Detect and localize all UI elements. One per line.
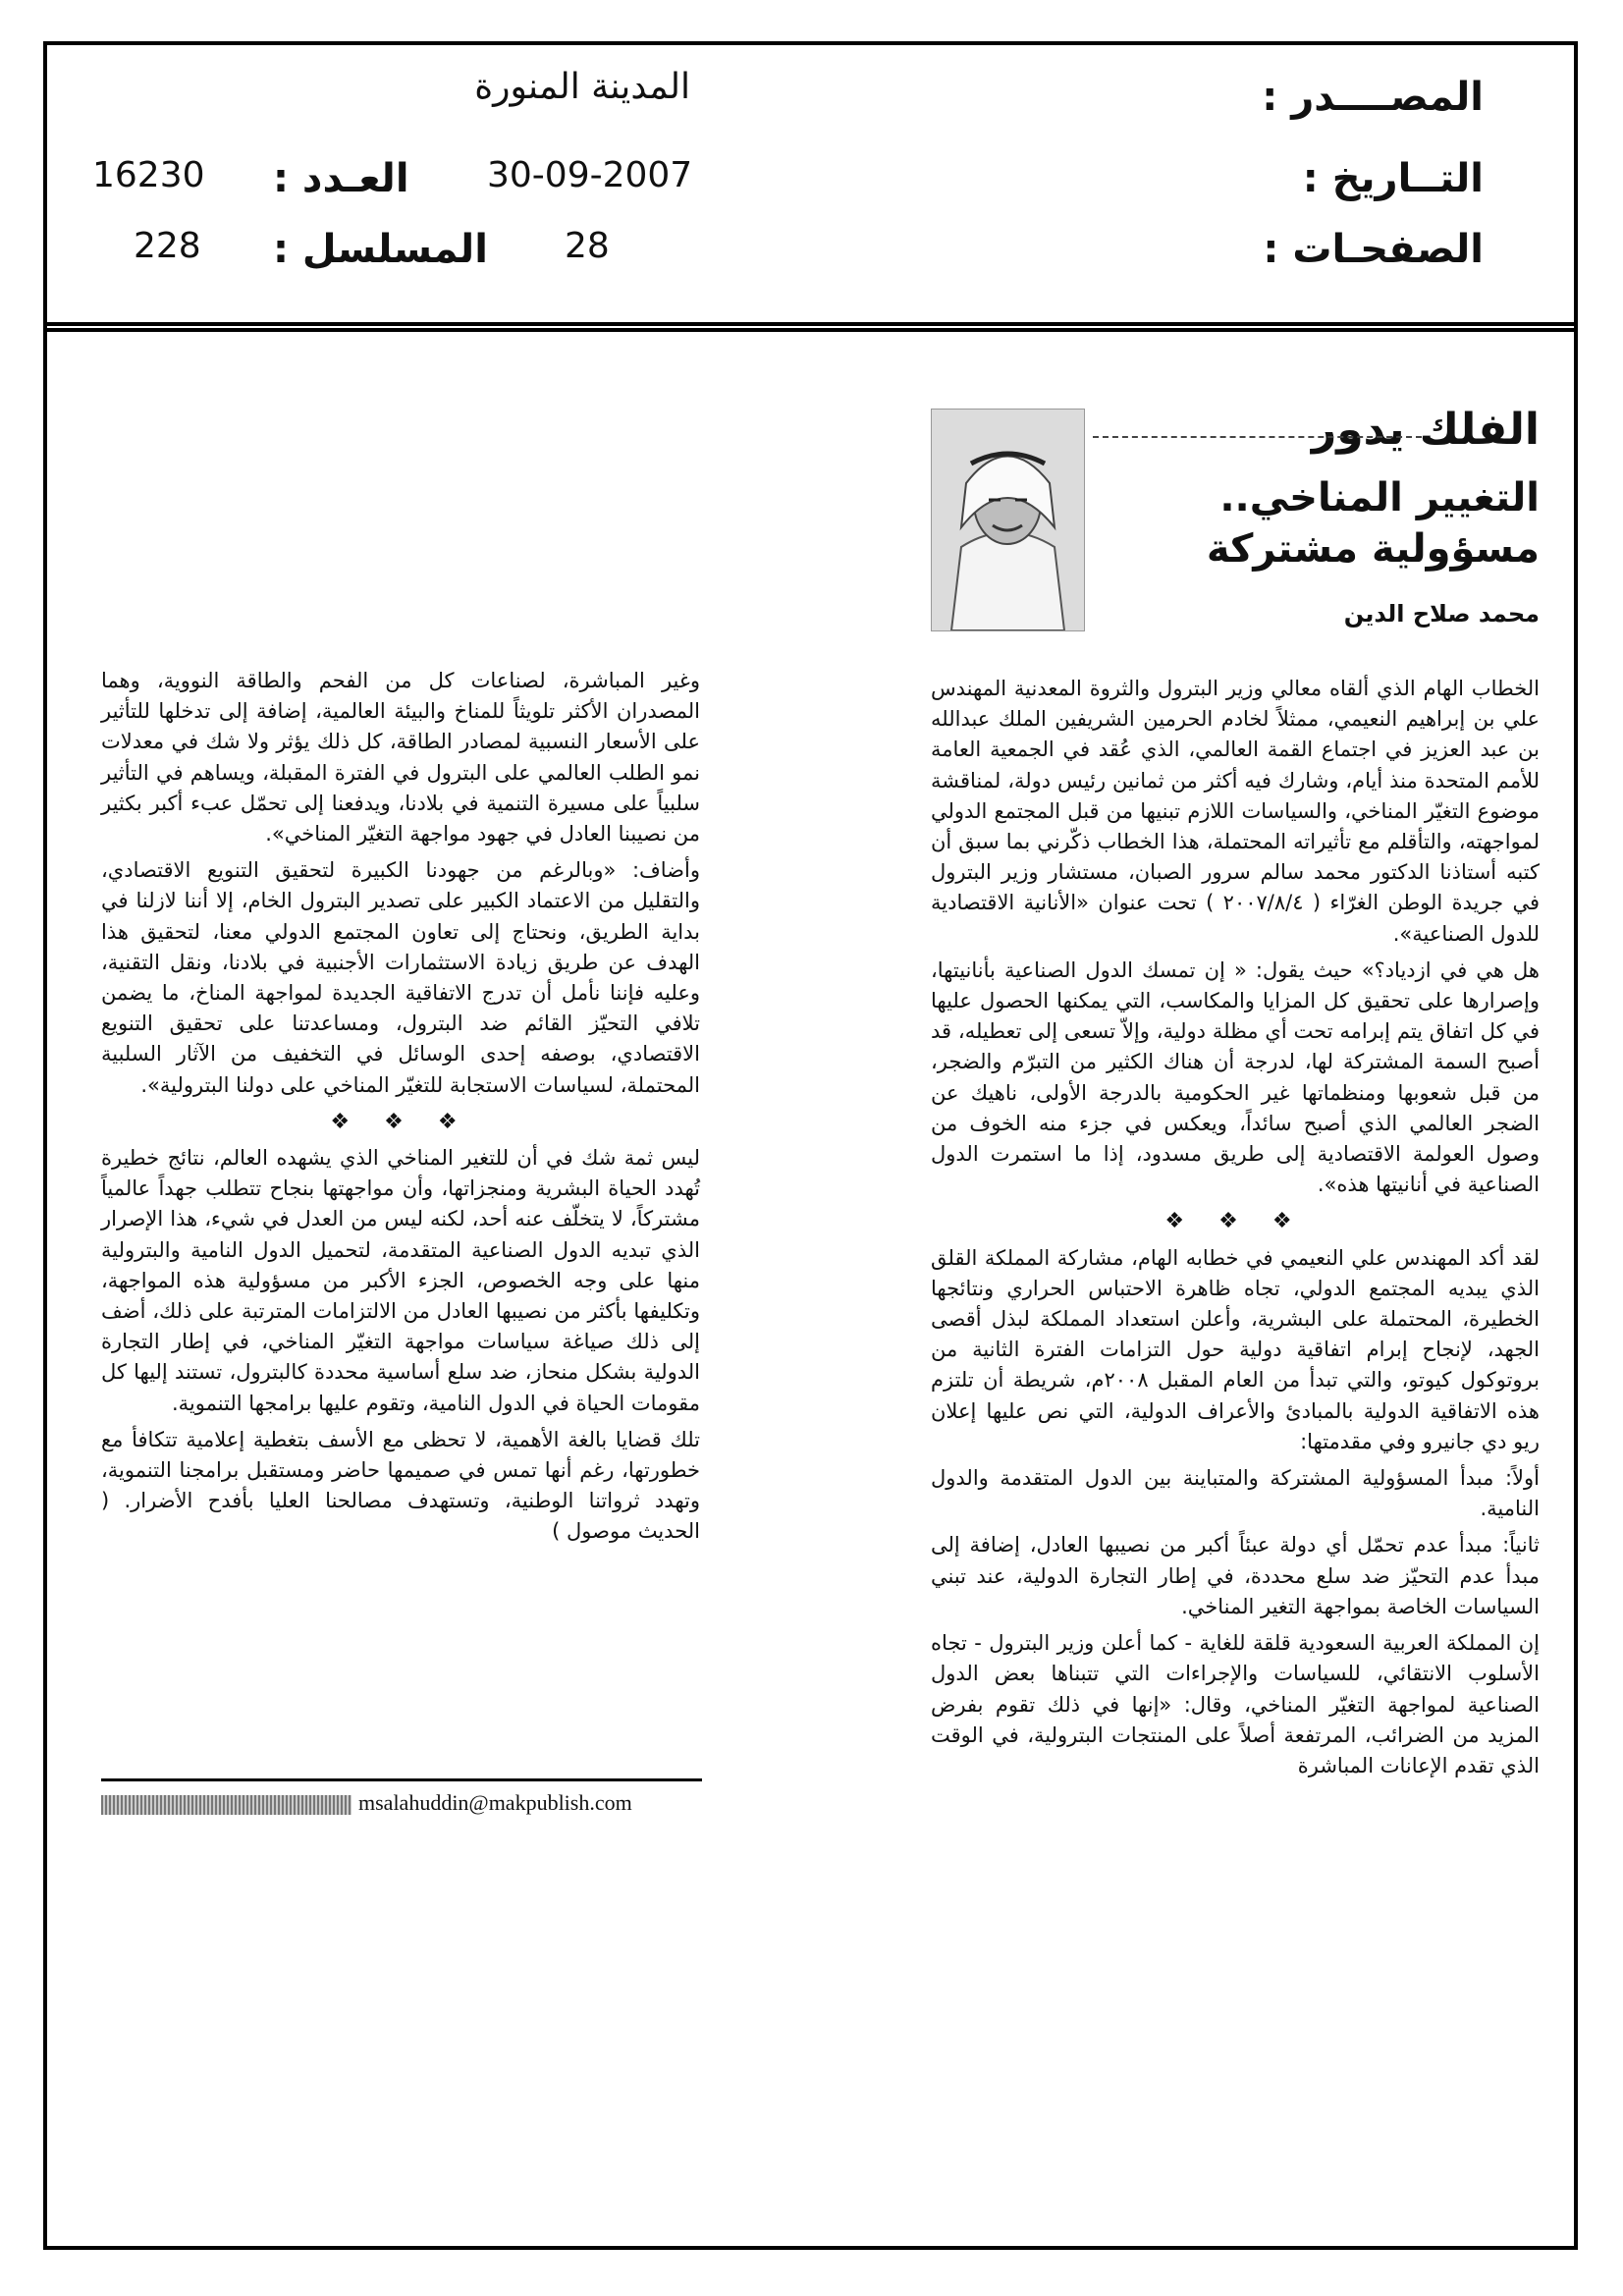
email-address[interactable]: msalahuddin@makpublish.com xyxy=(358,1790,632,1815)
section-separator: ❖ ❖ ❖ xyxy=(1164,1209,1306,1234)
paragraph: إن المملكة العربية السعودية قلقة للغاية - كما أعلن وزير البترول - تجاه الأسلوب الانتقائي، للسياسات والإجراءات التي تتبناها بعض الدول الصناعية لمواجهة التغيّر المناخي، وقال: «إنها في ذلك تقوم بفرض المزيد من الضرائب، المرتفعة أصلاً على المنتجات البترولية، في الوقت الذي تقدم الإعانات المباشرة xyxy=(931,1631,1540,1777)
source-label: المصــــدر : xyxy=(1262,75,1484,120)
article-column-left xyxy=(101,666,700,1554)
footer-divider xyxy=(101,1778,702,1781)
date-label: التــاريخ : xyxy=(1302,156,1484,201)
column-kicker: الفلك يدور xyxy=(1311,405,1540,455)
article-column-right xyxy=(931,674,1540,1787)
source-value: المدينة المنورة xyxy=(474,67,690,107)
issue-label: العـدد : xyxy=(273,156,409,201)
pages-value: 28 xyxy=(565,226,610,266)
paragraph: الخطاب الهام الذي ألقاه معالي وزير البترول والثروة المعدنية المهندس علي بن إبراهيم النعيمي، ممثلاً لخادم الحرمين الشريفين الملك عبدالله بن عبد العزيز في اجتماع القمة العالمي، الذي عُقد في الجمعية العامة للأمم المتحدة منذ أيام، وشارك فيه أكثر من ثمانين رئيس دولة، لمناقشة موضوع التغيّر المناخي، والسياسات اللازم تبنيها من قبل المجتمع الدولي لمواجهته، والتأقلم مع تأثيراته المحتملة، هذا الخطاب ذكّرني بما سبق أن كتبه أستاذنا الدكتور محمد سالم سرور الصبان، مستشار وزير البترول في جريدة الوطن الغرّاء ( ٢٠٠٧/٨/٤ ) تحت عنوان «الأنانية الاقتصادية للدول الصناعية». xyxy=(931,677,1540,946)
issue-value: 16230 xyxy=(92,155,205,195)
headline-line-1: التغيير المناخي.. xyxy=(1219,475,1540,520)
page-frame xyxy=(43,41,1578,2250)
paragraph: ليس ثمة شك في أن للتغير المناخي الذي يشهده العالم، نتائج خطيرة تُهدد الحياة البشرية ومنجزاتها، وأن مواجهتها بنجاح تتطلب جهداً عالمياً مشتركاً، لا يتخلّف عنه أحد، لكنه ليس من العدل في شيء، هذا الإصرار الذي تبديه الدول الصناعية المتقدمة، لتحميل الدول النامية والبترولية منها على وجه الخصوص، الجزء الأكبر من مسؤولية هذه المواجهة، وتكليفها بأكثر من نصيبها العادل من الالتزامات المترتبة على ذلك، أضف إلى ذلك صياغة سياسات مواجهة التغيّر المناخي، في إطار التجارة الدولية بشكل منحاز، ضد سلع أساسية محددة كالبترول، تستند إليها كل مقومات الحياة في الدول النامية، وتقوم عليها برامجها التنموية. xyxy=(101,1146,700,1415)
email-decoration xyxy=(101,1795,352,1815)
author-byline: محمد صلاح الدين xyxy=(1343,600,1540,628)
paragraph: لقد أكد المهندس علي النعيمي في خطابه الهام، مشاركة المملكة القلق الذي يبديه المجتمع الدولي، تجاه ظاهرة الاحتباس الحراري ونتائجها الخطيرة، المحتملة على البشرية، وأعلن استعداد المملكة لبذل أقصى الجهد، لإنجاح إبرام اتفاقية دولية حول التزامات الفترة الثانية من بروتوكول كيوتو، والتي تبدأ من العام المقبل ٢٠٠٨م، شريطة أن تلتزم هذه الاتفاقية الدولية بالمبادئ والأعراف الدولية، التي نص عليها إعلان ريو دي جانيرو وفي مقدمتها: xyxy=(931,1245,1540,1453)
author-portrait-icon xyxy=(932,410,1084,630)
article-heading xyxy=(931,399,1540,664)
serial-value: 228 xyxy=(134,226,201,266)
header-divider xyxy=(47,328,1574,332)
paragraph: ثانياً: مبدأ عدم تحمّل أي دولة عبئاً أكبر من نصيبها العادل، إضافة إلى مبدأ عدم التحيّز ضد سلع محددة، في إطار التجارة الدولية، عند تبني السياسات الخاصة بمواجهة التغير المناخي. xyxy=(931,1533,1540,1618)
paragraph: وغير المباشرة، لصناعات كل من الفحم والطاقة النووية، وهما المصدران الأكثر تلويثاً للمناخ والبيئة العالمية، إضافة إلى تدخلها للتأثير على الأسعار النسبية لمصادر الطاقة، كل ذلك يؤثر ولا شك في معدلات نمو الطلب العالمي على البترول في الفترة المقبلة، ويساهم في التأثير سلبياً على مسيرة التنمية في بلادنا، ويدفعنا إلى تحمّل عبء أكبر بكثير من نصيبنا العادل في جهود مواجهة التغيّر المناخي». xyxy=(101,669,700,847)
pages-label: الصفحـات : xyxy=(1263,227,1484,272)
header xyxy=(47,45,1574,326)
kicker-divider xyxy=(1093,436,1422,438)
paragraph: هل هي في ازدياد؟» حيث يقول: « إن تمسك الدول الصناعية بأنانيتها، وإصرارها على تحقيق كل المزايا والمكاسب، التي يمكنها الحصول عليها في كل اتفاق يتم إبرامه تحت أي مظلة دولية، وإلاّ تسعى إلى تعطيله، قد أصبح السمة المشتركة لها، لدرجة أن هناك الكثير من التبرّم والضجر، من قبل شعوبها ومنظماتها غير الحكومية بالدرجة الأولى، ناهيك عن الضجر العالمي الذي أصبح سائداً، ويعكس في جزء منه الخوف من وصول العولمة الاقتصادية إلى طريق مسدود، إذا ما استمرت الدول الصناعية في أنانيتها هذه». xyxy=(931,957,1540,1197)
date-value: 30-09-2007 xyxy=(487,155,693,195)
paragraph: أولاً: مبدأ المسؤولية المشتركة والمتباينة بين الدول المتقدمة والدول النامية. xyxy=(931,1466,1540,1521)
author-email xyxy=(101,1790,702,1820)
article-area xyxy=(57,340,1564,2236)
serial-label: المسلسل : xyxy=(273,227,488,272)
paragraph: وأضاف: «وبالرغم من جهودنا الكبيرة لتحقيق التنويع الاقتصادي، والتقليل من الاعتماد الكبير على تصدير البترول الخام، إلا أننا لازلنا في بداية الطريق، ونحتاج إلى تعاون المجتمع الدولي معنا، لتحقيق هذا الهدف عن طريق زيادة الاستثمارات الأجنبية في بلادنا، ونقل التقنية، وعليه فإننا نأمل أن تدرج الاتفاقية الجديدة لمواجهة المناخ، ما يضمن تلافي التحيّز القائم ضد البترول، ومساعدتنا على تحقيق التنويع الاقتصادي، بوصفه إحدى الوسائل في التخفيف من الآثار السلبية المحتملة، لسياسات الاستجابة للتغيّر المناخي على دولنا البترولية». xyxy=(101,858,700,1097)
section-separator: ❖ ❖ ❖ xyxy=(330,1109,471,1134)
headline-line-2: مسؤولية مشتركة xyxy=(1206,526,1540,572)
author-photo xyxy=(931,409,1085,631)
paragraph: تلك قضايا بالغة الأهمية، لا تحظى مع الأسف بتغطية إعلامية تتكافأ مع خطورتها، رغم أنها تمس في صميمها حاضر ومستقبل برامجنا التنموية، وتهدد ثرواتنا الوطنية، وتستهدف مصالحنا العليا بأفدح الأضرار. ( الحديث موصول ) xyxy=(101,1427,700,1544)
